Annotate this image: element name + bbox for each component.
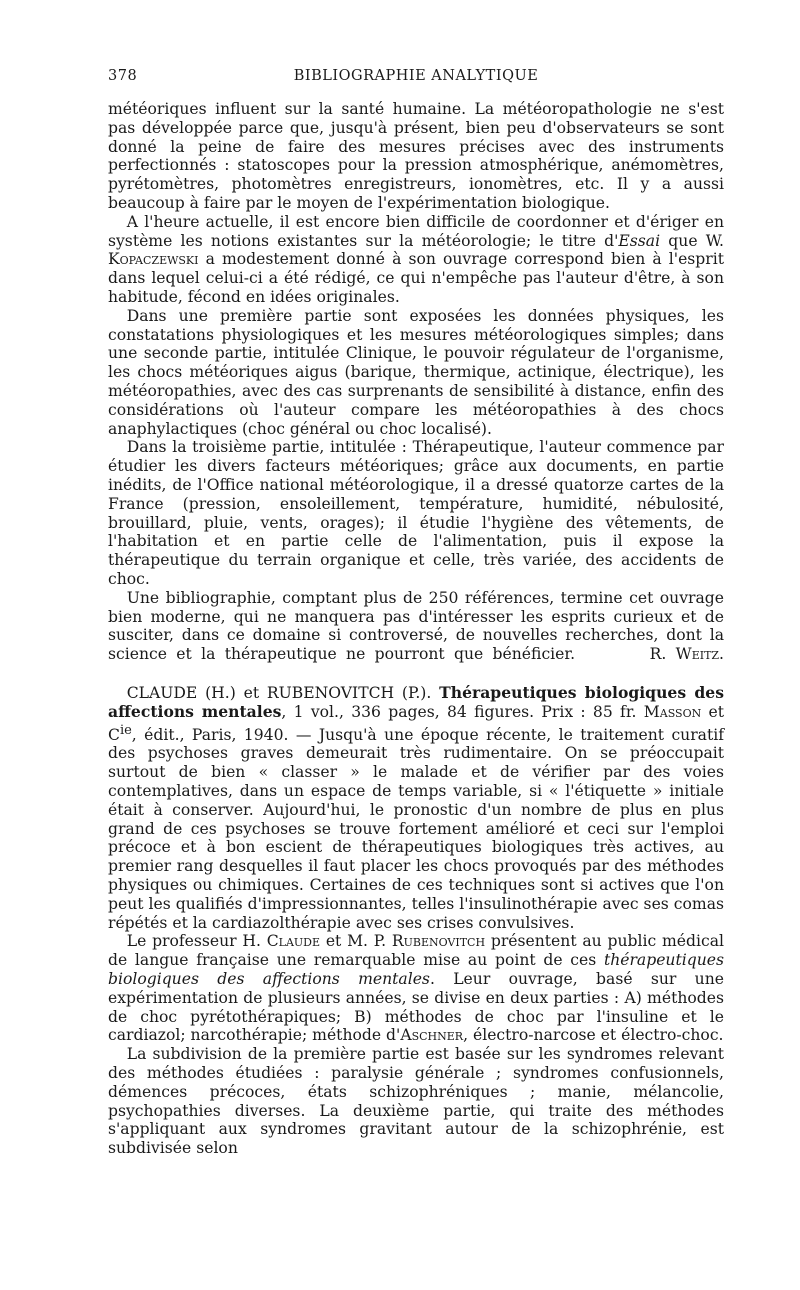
- page-body: [108, 100, 724, 1158]
- review1-signature: R. Weitz.: [649, 645, 725, 664]
- review2-authors: CLAUDE (H.) et RUBENOVITCH (P.).: [126, 683, 440, 702]
- publisher-masson: Masson: [643, 702, 702, 721]
- page-number: 378: [108, 68, 138, 84]
- author-aschner: Aschner: [400, 1026, 464, 1045]
- italic-book-title: thérapeutiques biologiques des affections mentales: [108, 951, 724, 989]
- review2-entry: CLAUDE (H.) et RUBENOVITCH (P.). Thérapeutiques biologiques des affections mentales, 1 vol., 336 pages, 84 figures. Prix : 85 fr. Masson et $C^{ie}$, édit., Paris, 1940. — Jusqu'à une époque récente, le traitement curatif des psychoses graves demeurait très rudimentaire. On se préoccupait surtout de bien « classer » le malade et de vérifier par des voies contemplatives, dans un espace de temps variable, si « l'étiquette » initiale était à conserver. Aujourd'hui, le pronostic d'un nombre de plus en plus grand de ces psychoses se trouve fortement amélioré et ceci sur l'emploi précoce et à bon escient de thérapeutiques biologiques très actives, au premier rang desquelles il faut placer les chocs provoqués par des méthodes physiques ou chimiques. Certaines de ces techniques sont si actives que l'on peut les qualifiés d'impressionnantes, telles l'insulinothérapie avec ses comas répétés et la cardiazolthérapie avec ses crises convulsives.: [108, 682, 725, 932]
- review2-paragraph-3: La subdivision de la première partie est basée sur les syndromes relevant des méthodes étudiées : paralysie générale ; syndromes confusionnels, démences précoces, états schizophréniques ; manie, mélancolie, psychopathies diverses. La deuxième partie, qui traite des méthodes s'appliquant aux syndromes gravitant autour de la schizophrénie, est subdivisée selon: [108, 1045, 724, 1158]
- review1-paragraph-2: A l'heure actuelle, il est encore bien difficile de coordonner et d'ériger en système les notions existantes sur la météorologie; le titre d'Essai que W. Kopaczewski a modestement donné à son ouvrage correspond bien à l'esprit dans lequel celui-ci a été rédigé, ce qui n'empêche pas l'auteur d'être, à son habitude, fécond en idées originales.: [108, 212, 724, 306]
- review1-paragraph-1: météoriques influent sur la santé humaine. La météoropathologie ne s'est pas développée parce que, jusqu'à présent, bien peu d'observateurs se sont donné la peine de faire des mesures précises avec des instruments perfectionnés : statoscopes pour la pression atmosphérique, anémomètres, pyrétomètres, photomètres enregistreurs, ionomètres, etc. Il y a aussi beaucoup à faire par le moyen de l'expérimentation biologique.: [108, 100, 724, 212]
- review2-book-title: Thérapeutiques biologiques des affections mentales: [108, 682, 724, 721]
- review1-paragraph-5: Une bibliographie, comptant plus de 250 références, termine cet ouvrage bien moderne, qui ne manquera pas d'intéresser les esprits curieux et de susciter, dans ce domaine si controversé, de nouvelles recherches, dont la science et la thérapeutique ne pourront que bénéficier. R. Weitz.: [108, 588, 725, 664]
- running-head: [108, 68, 724, 90]
- author-claude: Claude: [266, 932, 321, 951]
- author-kopaczewski: Kopaczewski: [108, 250, 199, 269]
- essai-word: Essai: [618, 231, 661, 250]
- header-title: BIBLIOGRAPHIE ANALYTIQUE: [293, 68, 539, 84]
- review1-paragraph-3: Dans une première partie sont exposées les données physiques, les constatations physiologiques et les mesures météorologiques simples; dans une seconde partie, intitulée Clinique, le pouvoir régulateur de l'organisme, les chocs météoriques aigus (barique, thermique, actinique, électrique), les météoropathies, avec des cas surprenants de sensibilité à distance, enfin des considérations où l'auteur compare les météoropathies à des chocs anaphylactiques (choc général ou choc localisé).: [108, 306, 724, 438]
- review2-paragraph-2: Le professeur H. Claude et M. P. Rubenovitch présentent au public médical de langue française une remarquable mise au point de ces thérapeutiques biologiques des affections mentales. Leur ouvrage, basé sur une expérimentation de plusieurs années, se divise en deux parties : A) méthodes de choc pyrétothérapiques; B) méthodes de choc par l'insuline et le cardiazol; narcothérapie; méthode d'Aschner, électro-narcose et électro-choc.: [108, 932, 724, 1045]
- author-rubenovitch: Rubenovitch: [391, 932, 486, 951]
- review1-paragraph-4: Dans la troisième partie, intitulée : Thérapeutique, l'auteur commence par étudier les divers facteurs météoriques; grâce aux documents, en partie inédits, de l'Office national météorologique, il a dressé quatorze cartes de la France (pression, ensoleillement, température, humidité, nébulosité, brouillard, pluie, vents, orages); il étudie l'hygiène des vêtements, de l'habitation et en partie celle de l'alimentation, puis il expose la thérapeutique du terrain organique et celle, très variée, des accidents de choc.: [108, 438, 724, 588]
